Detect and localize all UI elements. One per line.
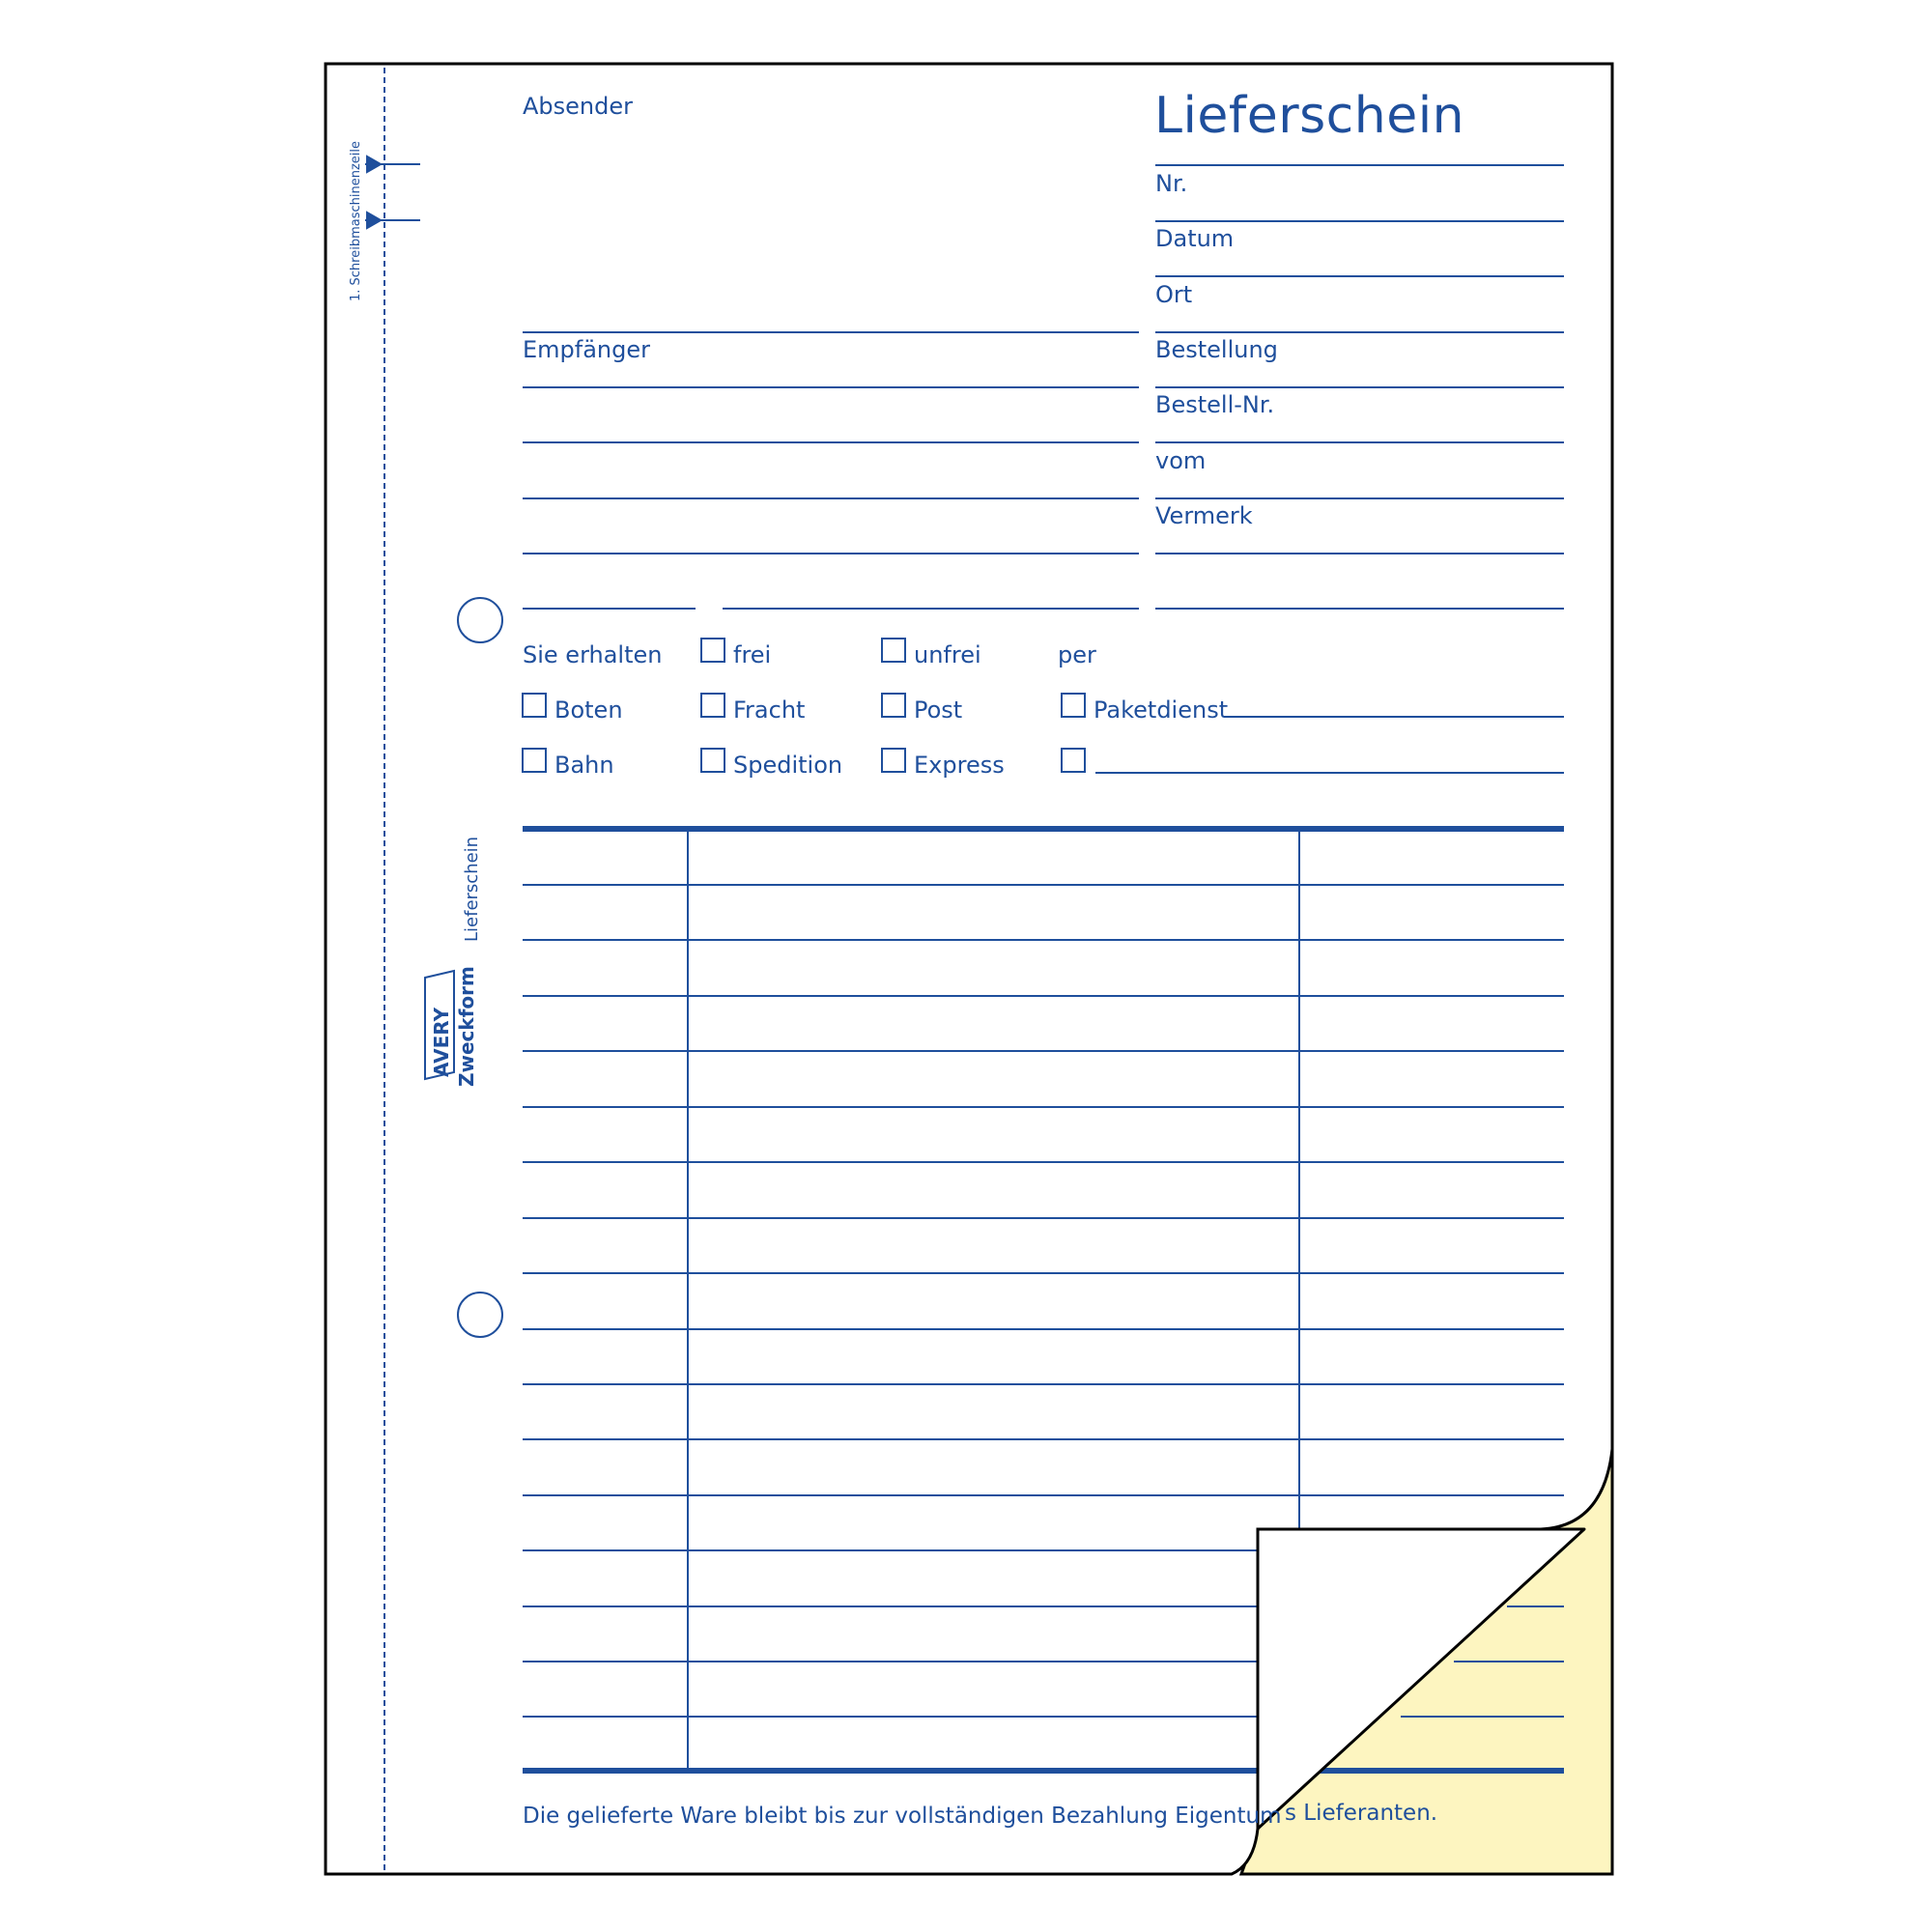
brand-logo-zweckform: Zweckform	[455, 966, 478, 1087]
form-title: Lieferschein	[1154, 87, 1465, 145]
field-vom-label: vom	[1155, 447, 1207, 474]
sie-erhalten-label: Sie erhalten	[523, 641, 663, 668]
ownership-notice: Die gelieferte Ware bleibt bis zur vollständigen Bezahlung Eigentum	[523, 1804, 1282, 1829]
per-label: per	[1058, 641, 1096, 668]
option-bahn-label: Bahn	[554, 752, 614, 779]
field-ort-label: Ort	[1155, 281, 1193, 308]
option-spedition-label: Spedition	[733, 752, 843, 779]
option-fracht-label: Fracht	[733, 696, 806, 724]
recipient-label: Empfänger	[523, 336, 651, 363]
option-express-label: Express	[914, 752, 1005, 779]
option-boten-label: Boten	[554, 696, 623, 724]
field-nr-label: Nr.	[1155, 170, 1188, 197]
field-bestell-nr-label: Bestell-Nr.	[1155, 391, 1275, 418]
brand-logo-avery: AVERY	[430, 1007, 453, 1077]
option-paketdienst-label: Paketdienst	[1094, 696, 1229, 724]
option-unfrei-label: unfrei	[914, 641, 981, 668]
field-bestellung-label: Bestellung	[1155, 336, 1278, 363]
sender-label: Absender	[523, 93, 633, 120]
ownership-notice-copy: s Lieferanten.	[1285, 1801, 1438, 1826]
field-vermerk-label: Vermerk	[1155, 502, 1253, 529]
side-title: Lieferschein	[462, 836, 482, 942]
field-datum-label: Datum	[1155, 225, 1235, 252]
option-frei-label: frei	[733, 641, 772, 668]
option-post-label: Post	[914, 696, 963, 724]
typewriter-line-label: 1. Schreibmaschinenzeile	[349, 140, 363, 301]
